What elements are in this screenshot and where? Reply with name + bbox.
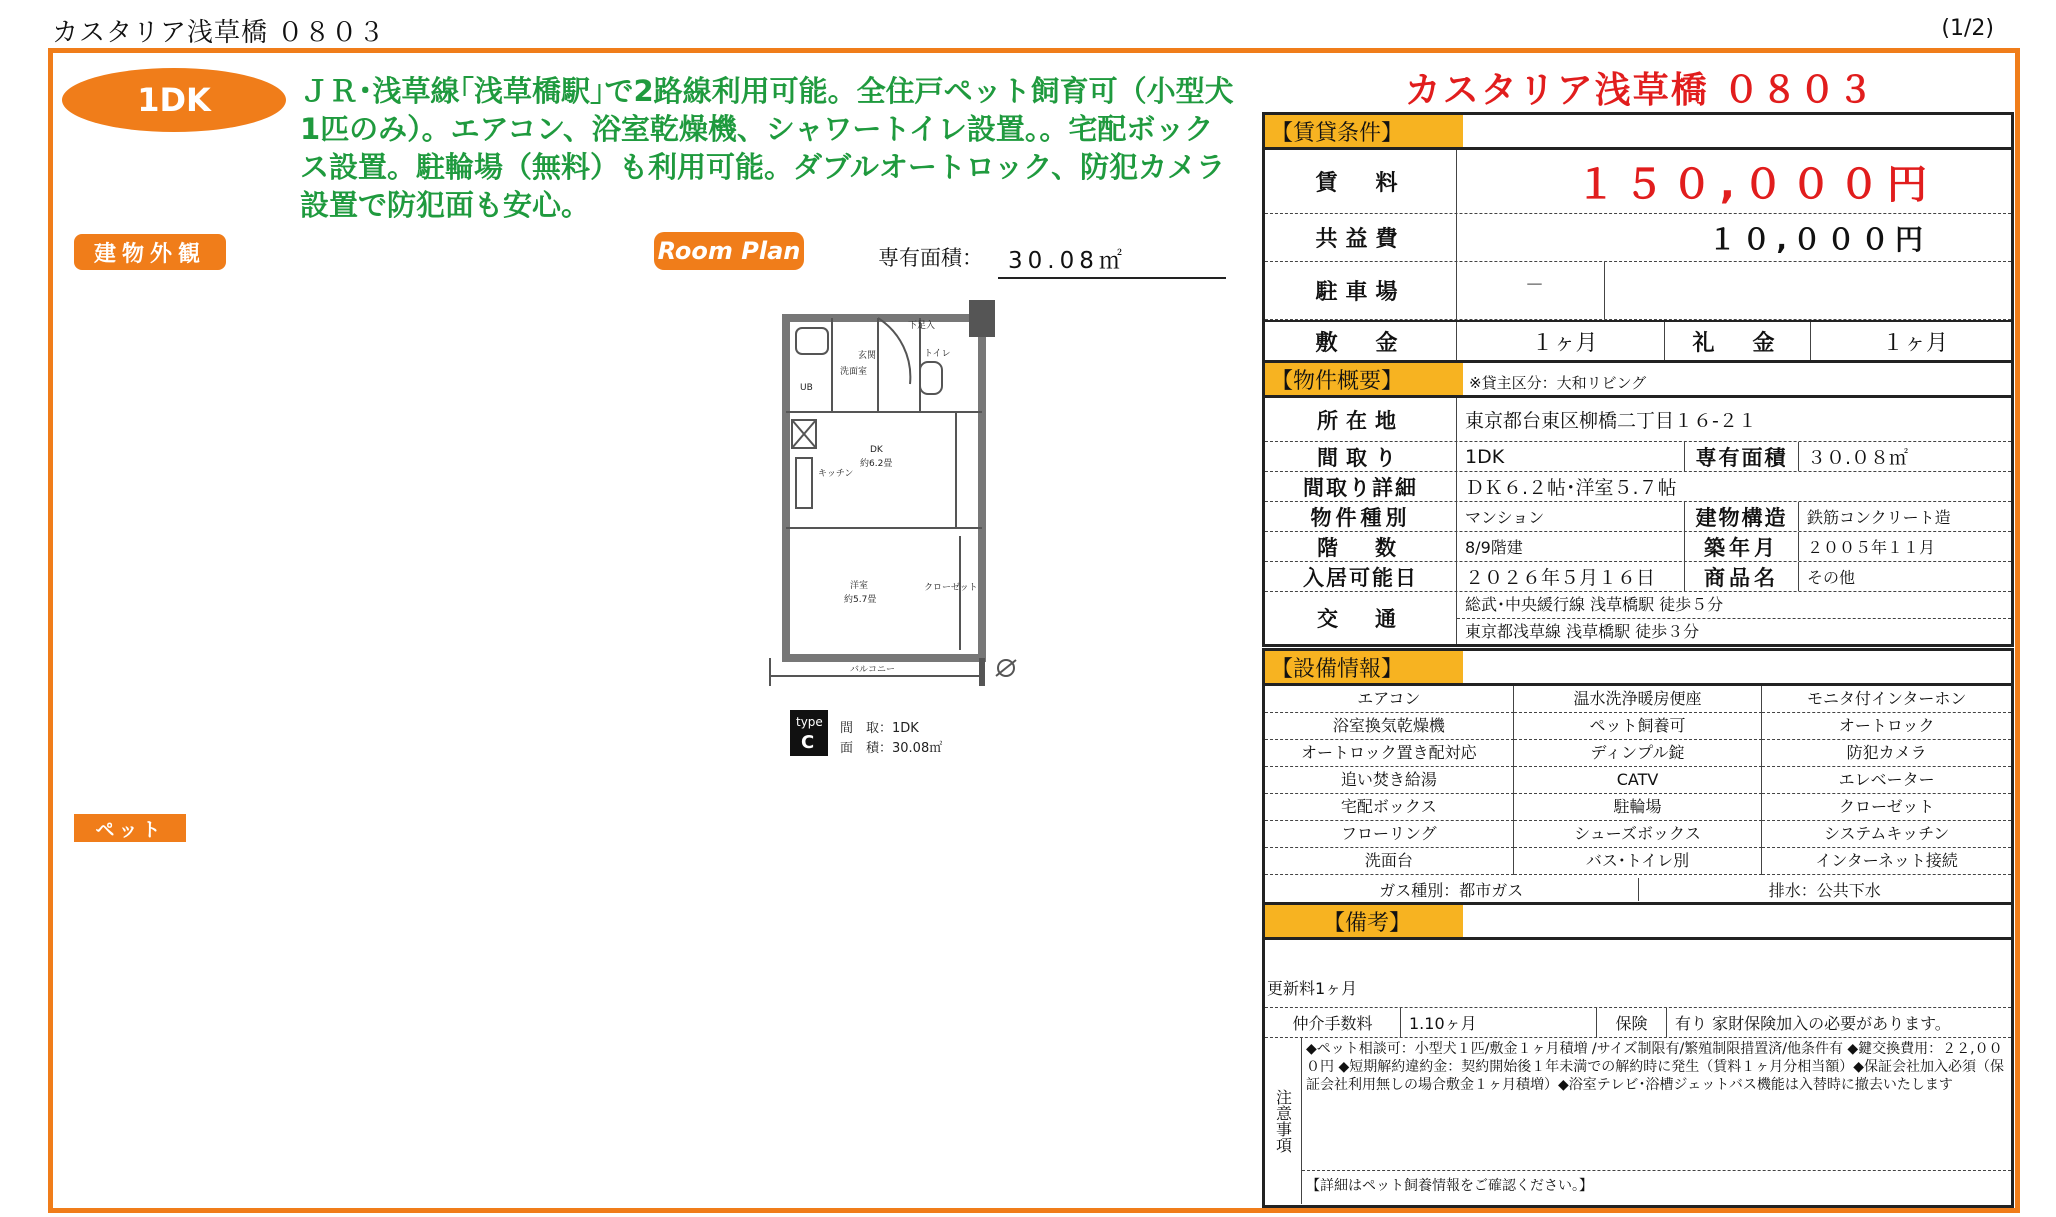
caution-label: 注意事項 xyxy=(1265,1038,1302,1204)
equipment-item: ディンプル錠 xyxy=(1514,740,1763,767)
rent-conditions xyxy=(1262,112,2014,363)
catch-copy: ＪＲ･浅草線｢浅草橋駅｣で2路線利用可能。全住戸ペット飼育可（小型犬1匹のみ）。エアコン、浴室乾燥機、シャワートイレ設置。。宅配ボックス設置。駐輪場（無料）も利用可能。ダブルオートロック、防犯カメラ設置で防犯面も安心。 xyxy=(300,74,1234,222)
fp-spec-madori: 間 取：1DK xyxy=(840,721,919,736)
fp-western-size: 約5.7畳 xyxy=(844,595,877,605)
fp-dk: DK xyxy=(870,445,883,455)
deposit-label: 敷 金 xyxy=(1265,322,1457,360)
transport-label: 交 通 xyxy=(1265,592,1457,644)
property-overview xyxy=(1262,360,2014,647)
remarks-heading: 【備考】 xyxy=(1265,905,1463,937)
equipment-list xyxy=(1265,686,2011,875)
equipment-item: エレベーター xyxy=(1762,767,2011,794)
floor-row xyxy=(1265,532,2011,562)
fp-dk-size: 約6.2畳 xyxy=(860,459,893,469)
equipment-item: 追い焚き給湯 xyxy=(1265,767,1514,794)
rent-conditions-heading: 【賃貸条件】 xyxy=(1265,115,1463,147)
layout-detail-row xyxy=(1265,472,2011,502)
fp-washroom: 洗面室 xyxy=(840,367,868,377)
equipment-item: シューズボックス xyxy=(1514,821,1763,848)
drainage-type: 排水：公共下水 xyxy=(1768,880,1881,900)
equipment-item: 温水洗浄暖房便座 xyxy=(1514,686,1763,713)
layout-detail-label: 間取り詳細 xyxy=(1265,472,1457,501)
key-money-label: 礼 金 xyxy=(1665,322,1811,360)
equipment-item: オートロック置き配対応 xyxy=(1265,740,1514,767)
equipment-info xyxy=(1262,648,2014,906)
floor-plan xyxy=(760,300,1050,760)
fp-toilet: トイレ xyxy=(924,349,951,359)
fp-type-label: type xyxy=(796,715,823,729)
commission-value: 1.10ヶ月 xyxy=(1401,1008,1597,1037)
layout-row xyxy=(1265,442,2011,472)
type-label: 物件種別 xyxy=(1265,502,1457,531)
area-value-right: ３０.０８㎡ xyxy=(1807,447,1909,469)
move-in-value: ２０２６年５月１６日 xyxy=(1457,562,1685,591)
area-label: 専有面積： xyxy=(878,246,983,270)
equipment-item: フローリング xyxy=(1265,821,1514,848)
deposit-row xyxy=(1265,320,2011,360)
rent-conditions-header xyxy=(1265,115,2011,150)
layout-value: 1DK xyxy=(1457,442,1685,471)
fp-unitbath: UB xyxy=(800,383,813,393)
equipment-item: 洗面台 xyxy=(1265,848,1514,875)
fee-row xyxy=(1265,214,2011,262)
equipment-item: ペット飼養可 xyxy=(1514,713,1763,740)
address-row xyxy=(1265,398,2011,442)
transport-line-2: 東京都浅草線 浅草橋駅 徒歩３分 xyxy=(1465,622,1700,641)
address-value: 東京都台東区柳橋二丁目１６-２１ xyxy=(1465,410,1757,432)
parking-value: － xyxy=(1457,262,1605,319)
roomplan-tag: Room Plan xyxy=(654,232,804,270)
type-value: マンション xyxy=(1457,502,1685,531)
fp-type-value: C xyxy=(801,732,815,753)
equipment-item: インターネット接続 xyxy=(1762,848,2011,875)
built-value: ２００５年１１月 xyxy=(1807,538,1936,557)
rent-row xyxy=(1265,150,2011,214)
fp-closet: クローゼット xyxy=(924,583,978,593)
overview-heading: 【物件概要】 xyxy=(1265,363,1463,395)
lender-note: ※貸主区分：大和リビング xyxy=(1469,374,1647,392)
fp-shoe-box: 下足入 xyxy=(908,321,936,331)
equipment-item: 浴室換気乾燥機 xyxy=(1265,713,1514,740)
area-label-right: 専有面積 xyxy=(1685,442,1799,471)
transport-line-1: 総武･中央緩行線 浅草橋駅 徒歩５分 xyxy=(1457,592,2011,619)
equipment-item: CATV xyxy=(1514,767,1763,794)
page-number: (1/2) xyxy=(1941,16,1994,41)
insurance-value: 有り 家財保険加入の必要があります。 xyxy=(1675,1014,1951,1033)
pet-tag: ペット xyxy=(74,814,186,842)
equipment-heading: 【設備情報】 xyxy=(1265,651,1463,683)
type-row xyxy=(1265,502,2011,532)
caution-block xyxy=(1265,1038,2011,1204)
rent-value: １５０,０００円 xyxy=(1575,162,1935,208)
equipment-item: システムキッチン xyxy=(1762,821,2011,848)
exterior-tag: 建物外観 xyxy=(74,234,226,270)
equipment-item: バス･トイレ別 xyxy=(1514,848,1763,875)
built-label: 築年月 xyxy=(1685,532,1799,561)
move-in-row xyxy=(1265,562,2011,592)
fee-value: １０,０００円 xyxy=(1708,222,1929,256)
property-title: カスタリア浅草橋 ０８０３ xyxy=(1404,70,1876,111)
equipment-item: モニタ付インターホン xyxy=(1762,686,2011,713)
equipment-item: エアコン xyxy=(1265,686,1514,713)
equipment-footer xyxy=(1265,875,2011,903)
insurance-label: 保険 xyxy=(1597,1008,1667,1037)
equipment-item: 駐輪場 xyxy=(1514,794,1763,821)
equipment-item: オートロック xyxy=(1762,713,2011,740)
layout-label: 間取り xyxy=(1265,442,1457,471)
transport-row xyxy=(1265,592,2011,644)
remarks-header xyxy=(1265,905,2011,940)
deposit-value: １ヶ月 xyxy=(1457,322,1665,360)
address-label: 所在地 xyxy=(1265,398,1457,441)
fp-kitchen: キッチン xyxy=(818,469,854,479)
remarks xyxy=(1262,902,2014,1208)
renewal-fee: 更新料1ヶ月 xyxy=(1265,940,2011,1008)
gas-type: ガス種別：都市ガス xyxy=(1265,878,1639,901)
parking-label: 駐車場 xyxy=(1265,262,1457,319)
document-title: カスタリア浅草橋 ０８０３ xyxy=(52,18,386,48)
fp-spec-area: 面 積：30.08㎡ xyxy=(840,741,943,756)
key-money-value: １ヶ月 xyxy=(1881,330,1948,356)
layout-detail-value: ＤＫ６.２帖･洋室５.７帖 xyxy=(1465,477,1677,499)
equipment-header xyxy=(1265,651,2011,686)
area-value: 30.08㎡ xyxy=(998,242,1226,279)
structure-value: 鉄筋コンクリート造 xyxy=(1807,508,1951,527)
equipment-item: クローゼット xyxy=(1762,794,2011,821)
parking-row xyxy=(1265,262,2011,320)
commission-label: 仲介手数料 xyxy=(1265,1008,1401,1037)
commission-row xyxy=(1265,1008,2011,1038)
caution-text: ◆ペット相談可：小型犬１匹/敷金１ヶ月積増 /サイズ制限有/繁殖制限措置済/他条件有 ◆鍵交換費用：２２,０００円 ◆短期解約違約金：契約開始後１年未満での解約時に発生（賃料１ヶ月分相当額）◆保証会社加入必須（保証会社利用無しの場合敷金１ヶ月積増）◆浴室テレビ･浴槽ジェットバス機能は入替時に撤去いたします xyxy=(1306,1041,2004,1093)
move-in-label: 入居可能日 xyxy=(1265,562,1457,591)
fp-western-room: 洋室 xyxy=(850,581,869,591)
equipment-item: 宅配ボックス xyxy=(1265,794,1514,821)
overview-header xyxy=(1265,363,2011,398)
fp-entrance: 玄関 xyxy=(858,351,877,361)
rent-label: 賃 料 xyxy=(1265,150,1457,213)
product-label: 商品名 xyxy=(1685,562,1799,591)
structure-label: 建物構造 xyxy=(1685,502,1799,531)
fp-balcony: バルコニー xyxy=(850,665,896,675)
caution-footer: 【詳細はペット飼養情報をご確認ください。】 xyxy=(1302,1170,2011,1204)
floor-label: 階 数 xyxy=(1265,532,1457,561)
equipment-item: 防犯カメラ xyxy=(1762,740,2011,767)
product-value: その他 xyxy=(1807,568,1856,587)
floor-value: 8/9階建 xyxy=(1457,532,1685,561)
layout-badge: 1DK xyxy=(62,68,286,132)
fee-label: 共益費 xyxy=(1265,214,1457,261)
